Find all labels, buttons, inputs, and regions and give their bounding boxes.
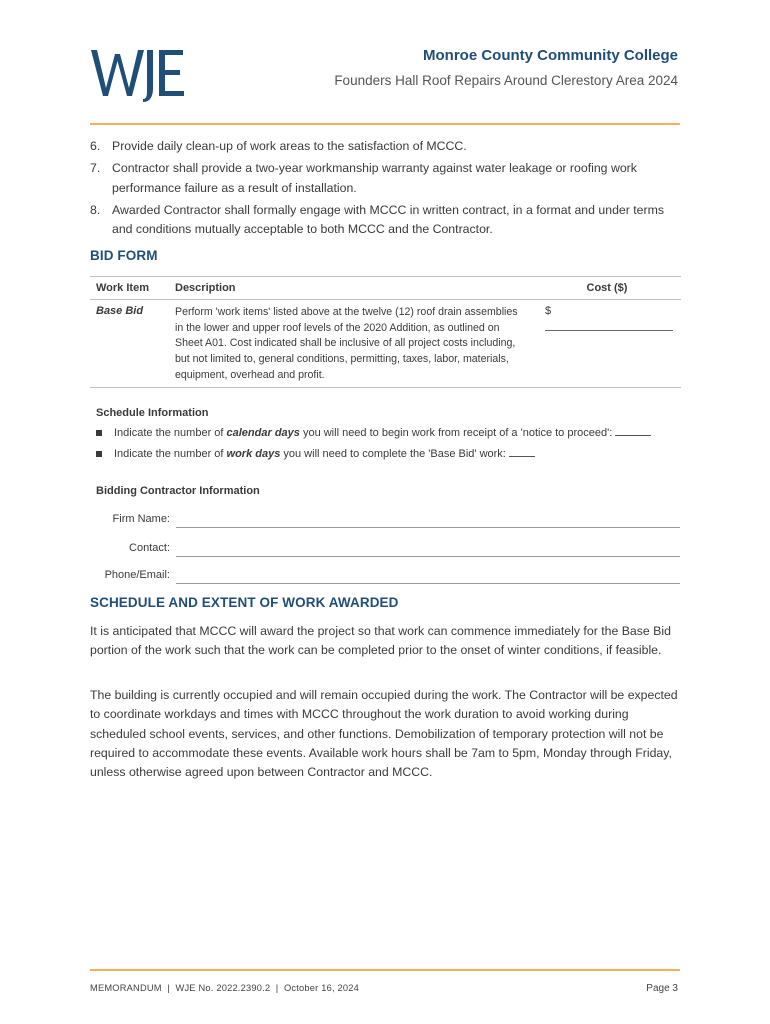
contact-field[interactable] xyxy=(96,539,680,559)
numbered-list xyxy=(90,137,682,242)
bullet-emphasis: work days xyxy=(226,448,281,460)
currency-symbol: $ xyxy=(545,305,552,317)
item-number: 8. xyxy=(90,202,101,217)
bullet-item xyxy=(96,425,651,441)
table-row xyxy=(90,300,681,388)
square-bullet-icon xyxy=(96,451,102,457)
description-cell: Perform 'work items' listed above at the twelve (12) roof drain assemblies in the lower and upper roof levels of the 2020 Addition, as outlined on Sheet A01. Cost indicated shall be inclusive of all project costs including, but not limited to, general conditions, permitting, taxes, labor, materials, equipment, overhead and profit. xyxy=(169,300,533,388)
item-text: Provide daily clean-up of work areas to the satisfaction of MCCC. xyxy=(112,139,467,153)
firm-name-line[interactable] xyxy=(176,527,680,528)
firm-name-label: Firm Name: xyxy=(112,513,170,525)
bullet-text-post: you will need to complete the 'Base Bid' work: xyxy=(280,448,509,460)
cost-input-line[interactable] xyxy=(545,317,673,331)
bullet-text-post: you will need to begin work from receipt of a 'notice to proceed': xyxy=(299,427,616,439)
firm-name-field[interactable] xyxy=(96,510,680,530)
item-number: 6. xyxy=(90,139,101,153)
item-text: Contractor shall provide a two-year workmanship warranty against water leakage or roofing work performance failure as a result of installation. xyxy=(112,161,637,195)
contact-line[interactable] xyxy=(176,556,680,557)
bullet-item xyxy=(96,446,651,462)
bid-form-heading: BID FORM xyxy=(90,248,158,263)
page-number: Page 3 xyxy=(646,983,678,994)
cost-cell xyxy=(533,300,681,388)
item-number: 7. xyxy=(90,161,101,175)
schedule-information-heading: Schedule Information xyxy=(96,407,209,419)
document-header xyxy=(334,46,678,90)
contact-label: Contact: xyxy=(129,542,170,554)
table-header-row xyxy=(90,277,681,300)
calendar-days-blank[interactable] xyxy=(615,425,651,436)
phone-email-label: Phone/Email: xyxy=(104,569,170,581)
list-item xyxy=(90,137,682,157)
footer-divider xyxy=(90,969,680,971)
header-title: Monroe County Community College xyxy=(423,47,678,64)
phone-email-field[interactable] xyxy=(96,566,680,586)
list-item xyxy=(90,159,682,198)
work-item-cell: Base Bid xyxy=(90,300,169,388)
paragraph: It is anticipated that MCCC will award the project so that work can commence immediately for the Base Bid portion of the work such that the work can be completed prior to the onset of winter conditions, if feasible. xyxy=(90,624,671,658)
schedule-extent-heading: SCHEDULE AND EXTENT OF WORK AWARDED xyxy=(90,595,399,610)
bid-form-table xyxy=(90,276,681,388)
bullet-text-pre: Indicate the number of xyxy=(114,448,227,460)
wje-logo xyxy=(90,44,186,102)
header-divider xyxy=(90,123,680,125)
work-days-blank[interactable] xyxy=(509,446,535,457)
square-bullet-icon xyxy=(96,430,102,436)
bullet-text-pre: Indicate the number of xyxy=(114,427,227,439)
schedule-bullets xyxy=(96,425,651,467)
column-header-cost: Cost ($) xyxy=(533,277,681,300)
list-item xyxy=(90,201,682,240)
paragraph: The building is currently occupied and will remain occupied during the work. The Contractor will be expected to coordinate workdays and times with MCCC throughout the work duration to avoid working during scheduled school events, services, and other functions. Demobilization of temporary protection will not be required to accommodate these events. Available work hours shall be 7am to 5pm, Monday through Friday, unless otherwise agreed upon between Contractor and MCCC. xyxy=(90,688,678,780)
item-text: Awarded Contractor shall formally engage with MCCC in written contract, in a format and under terms and conditions mutually acceptable to both MCCC and the Contractor. xyxy=(112,202,665,236)
header-subtitle: Founders Hall Roof Repairs Around Clerestory Area 2024 xyxy=(334,73,678,88)
bullet-text xyxy=(114,446,535,462)
bidding-contractor-heading: Bidding Contractor Information xyxy=(96,485,260,497)
bullet-emphasis: calendar days xyxy=(226,427,300,439)
column-header-description: Description xyxy=(169,277,533,300)
bullet-text xyxy=(114,425,651,441)
footer-memo-info: MEMORANDUM | WJE No. 2022.2390.2 | October 16, 2024 xyxy=(90,983,360,993)
phone-email-line[interactable] xyxy=(176,583,680,584)
column-header-work-item: Work Item xyxy=(90,277,169,300)
